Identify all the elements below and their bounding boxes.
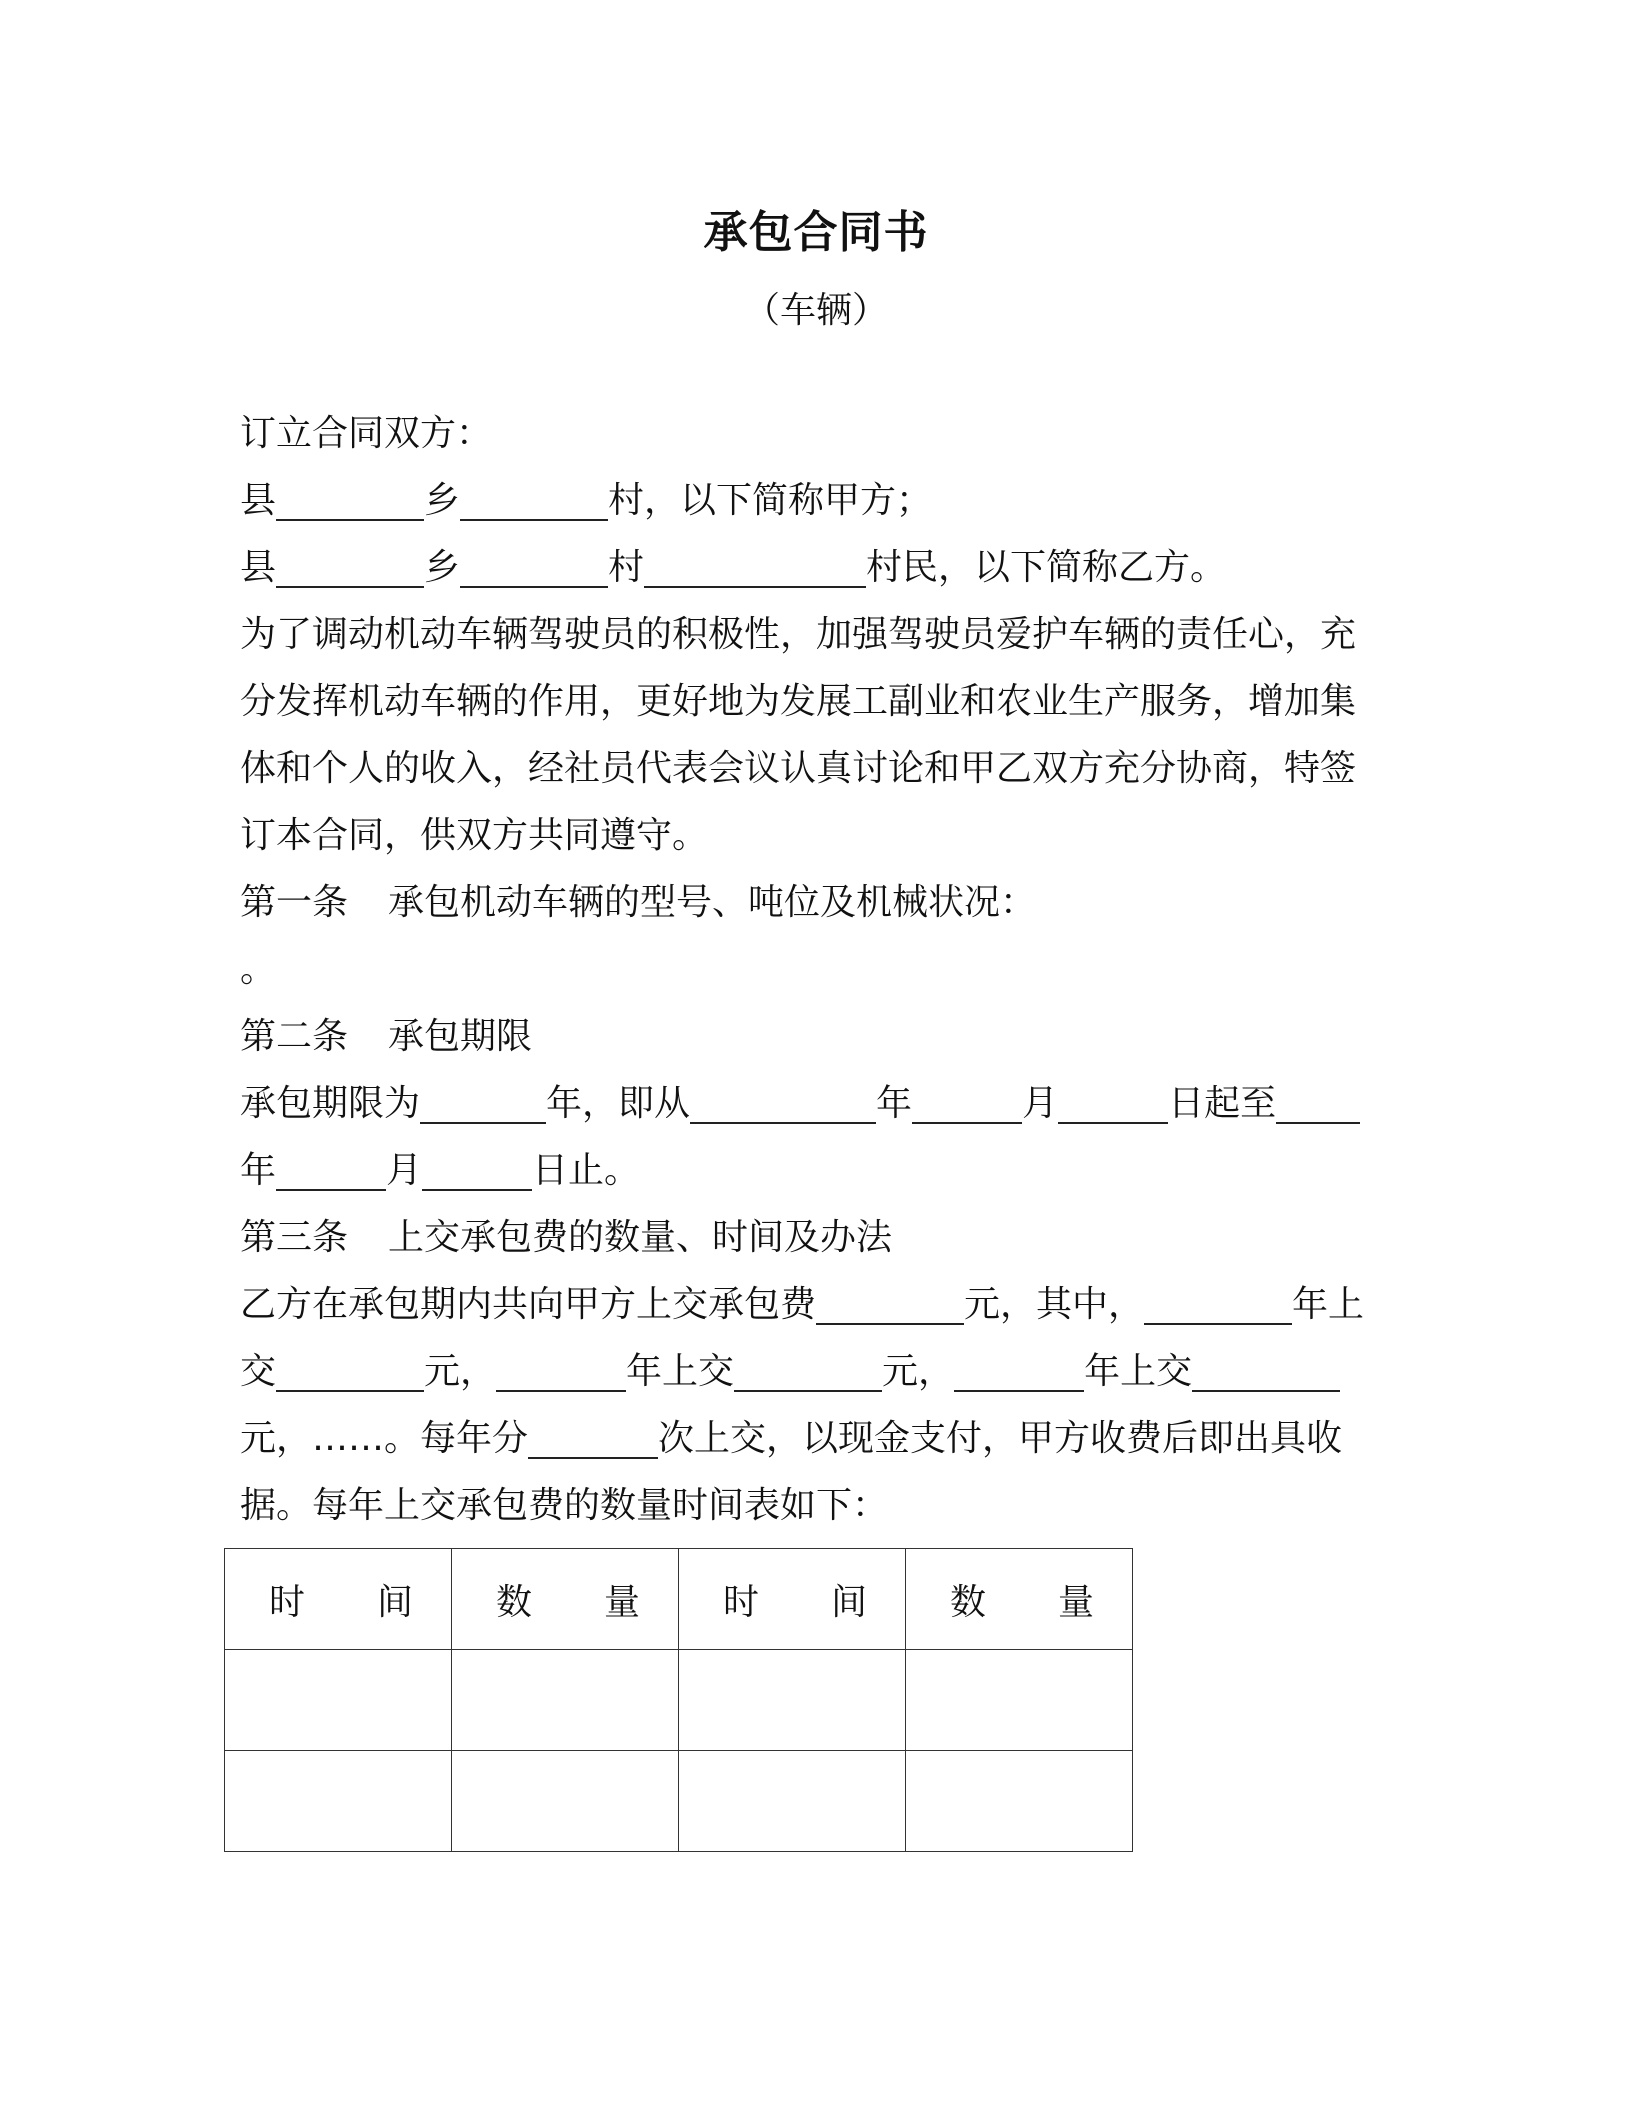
article-1-title: 承包机动车辆的型号、吨位及机械状况： (388, 882, 1037, 923)
article-3-line-1 (240, 1283, 1364, 1327)
fee-schedule-table (224, 1548, 1133, 1852)
party-b-township-label: 乡 (424, 547, 461, 588)
fee-amount-3-blank[interactable] (1192, 1350, 1340, 1392)
header-char: 间 (376, 1581, 413, 1623)
table-header-row (225, 1549, 1133, 1650)
party-a-county-label: 县 (240, 480, 277, 521)
header-char: 数 (496, 1581, 533, 1623)
header-char: 量 (1057, 1581, 1094, 1623)
term-from-label: 年，即从 (546, 1083, 691, 1124)
party-b-county-label: 县 (240, 547, 277, 588)
table-row (225, 1751, 1133, 1852)
fee-year-3-blank[interactable] (954, 1350, 1084, 1392)
fee-installments-label: 元，……。每年分 (240, 1418, 529, 1459)
end-month-label: 月 (386, 1150, 423, 1191)
article-3-line-4: 据。每年上交承包费的数量时间表如下： (240, 1485, 889, 1526)
fee-installments-blank[interactable] (528, 1417, 658, 1459)
article-3-title: 上交承包费的数量、时间及办法 (388, 1217, 893, 1258)
article-2-number: 第二条 (240, 1016, 349, 1057)
party-a-county-blank[interactable] (276, 479, 424, 521)
party-a-village-label: 村，以下简称甲方； (608, 480, 933, 521)
end-day-label: 日止。 (532, 1150, 641, 1191)
header-char: 数 (950, 1581, 987, 1623)
fee-year-2-blank[interactable] (496, 1350, 626, 1392)
start-year-blank[interactable] (690, 1082, 876, 1124)
table-header-cell (452, 1549, 679, 1650)
start-day-blank[interactable] (1058, 1082, 1168, 1124)
header-char: 间 (830, 1581, 867, 1623)
preamble-line-2: 分发挥机动车辆的作用，更好地为发展工副业和农业生产服务，增加集 (240, 681, 1357, 722)
article-1-number: 第一条 (240, 882, 349, 923)
article-3-number: 第三条 (240, 1217, 349, 1258)
party-b-villager-label: 村民，以下简称乙方。 (866, 547, 1227, 588)
parties-heading: 订立合同双方： (240, 413, 493, 454)
party-a-line (240, 479, 932, 523)
header-char: 时 (723, 1581, 760, 1623)
fee-amount-2-label: 元， (882, 1351, 955, 1392)
party-b-county-blank[interactable] (276, 546, 424, 588)
table-cell[interactable] (225, 1751, 452, 1852)
start-month-blank[interactable] (912, 1082, 1022, 1124)
end-year-label: 年 (240, 1150, 277, 1191)
header-char: 量 (603, 1581, 640, 1623)
table-cell[interactable] (679, 1650, 906, 1751)
party-b-village-label: 村 (608, 547, 645, 588)
article-2-heading (240, 1015, 532, 1059)
table-header-cell (906, 1549, 1133, 1650)
fee-year-1-label-cont: 交 (240, 1351, 277, 1392)
start-month-label: 月 (1022, 1083, 1059, 1124)
fee-amount-1-blank[interactable] (276, 1350, 424, 1392)
party-b-villager-blank[interactable] (644, 546, 866, 588)
table-cell[interactable] (906, 1751, 1133, 1852)
fee-total-label: 乙方在承包期内共向甲方上交承包费 (240, 1284, 817, 1325)
term-years-blank[interactable] (420, 1082, 546, 1124)
preamble-line-3: 体和个人的收入，经社员代表会议认真讨论和甲乙双方充分协商，特签 (240, 748, 1357, 789)
fee-total-blank[interactable] (816, 1283, 964, 1325)
party-a-township-label: 乡 (424, 480, 461, 521)
fee-amount-1-label: 元， (424, 1351, 497, 1392)
fee-among-label: 元，其中， (964, 1284, 1145, 1325)
start-year-label: 年 (876, 1083, 913, 1124)
table-row (225, 1650, 1133, 1751)
article-2-line-1 (240, 1082, 1360, 1126)
term-label: 承包期限为 (240, 1083, 421, 1124)
end-day-blank[interactable] (422, 1149, 532, 1191)
fee-year-1-blank[interactable] (1144, 1283, 1292, 1325)
article-1-heading (240, 881, 1036, 925)
table-cell[interactable] (452, 1650, 679, 1751)
party-b-line (240, 546, 1226, 590)
party-a-township-blank[interactable] (460, 479, 608, 521)
end-month-blank[interactable] (276, 1149, 386, 1191)
start-day-label: 日起至 (1168, 1083, 1277, 1124)
page-subtitle: （车辆） (743, 290, 888, 331)
article-3-line-2 (240, 1350, 1340, 1394)
table-header-cell (679, 1549, 906, 1650)
table-cell[interactable] (452, 1751, 679, 1852)
preamble-line-1: 为了调动机动车辆驾驶员的积极性，加强驾驶员爱护车辆的责任心，充 (240, 614, 1357, 655)
fee-year-1-label: 年上 (1292, 1284, 1365, 1325)
article-3-line-3 (240, 1417, 1342, 1461)
party-b-township-blank[interactable] (460, 546, 608, 588)
table-cell[interactable] (679, 1751, 906, 1852)
preamble-line-4: 订本合同，供双方共同遵守。 (240, 815, 709, 856)
table-cell[interactable] (225, 1650, 452, 1751)
end-year-blank[interactable] (1276, 1082, 1360, 1124)
page-title: 承包合同书 (703, 207, 929, 258)
article-1-body: 。 (240, 949, 277, 990)
fee-year-3-label: 年上交 (1084, 1351, 1193, 1392)
article-2-title: 承包期限 (388, 1016, 533, 1057)
table-cell[interactable] (906, 1650, 1133, 1751)
article-2-line-2 (240, 1149, 640, 1193)
table-header-cell (225, 1549, 452, 1650)
fee-year-2-label: 年上交 (626, 1351, 735, 1392)
header-char: 时 (269, 1581, 306, 1623)
fee-payment-label: 次上交，以现金支付，甲方收费后即出具收 (658, 1418, 1343, 1459)
article-3-heading (240, 1216, 892, 1260)
fee-amount-2-blank[interactable] (734, 1350, 882, 1392)
